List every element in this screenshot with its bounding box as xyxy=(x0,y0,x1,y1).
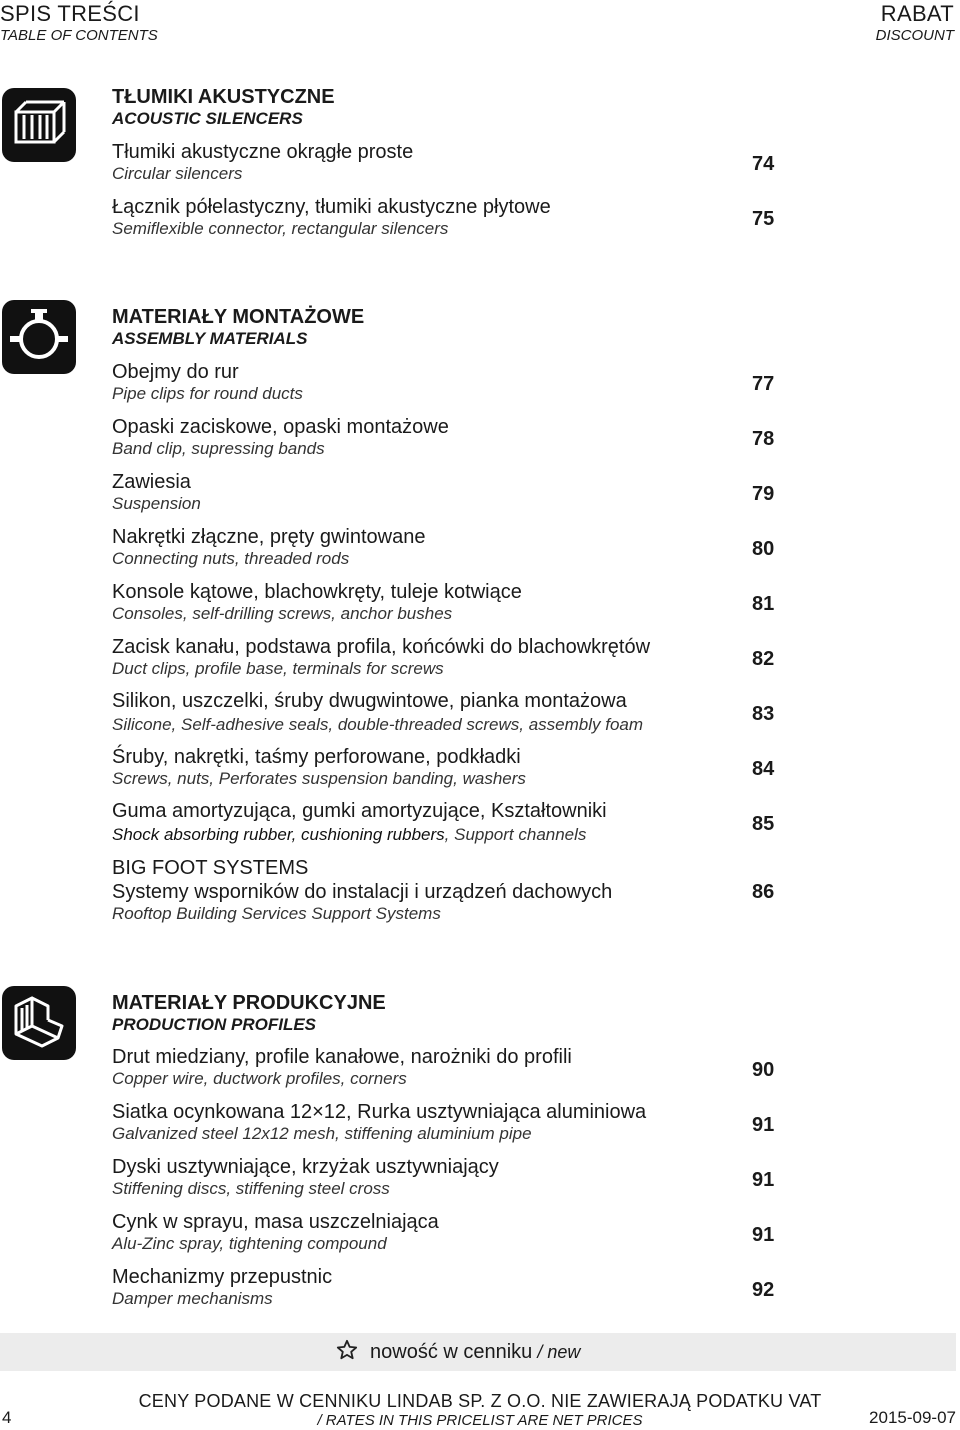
list-item[interactable] xyxy=(112,1046,872,1090)
item-name-pl: Tłumiki akustyczne okrągłe proste xyxy=(112,141,414,163)
footer-vat-note: CENY PODANE W CENNIKU LINDAB SP. Z O.O. NIE ZAWIERAJĄ PODATKU VAT xyxy=(138,1391,822,1411)
list-item[interactable] xyxy=(112,1156,872,1200)
item-name-en: Duct clips, profile base, terminals for screws xyxy=(112,659,444,678)
page-number: 86 xyxy=(752,881,775,903)
list-item[interactable] xyxy=(112,1101,872,1145)
list-item[interactable] xyxy=(112,196,872,240)
page-number: 90 xyxy=(752,1059,775,1081)
page-number: 79 xyxy=(752,483,775,505)
item-name-pl: Guma amortyzująca, gumki amortyzujące, Kształtowniki xyxy=(112,800,607,822)
header-right xyxy=(876,2,954,46)
silencer-icon xyxy=(2,88,76,162)
item-name-pl-line2: Systemy wsporników do instalacji i urządzeń dachowych xyxy=(112,881,613,903)
list-item[interactable] xyxy=(112,636,872,680)
item-name-en: Damper mechanisms xyxy=(112,1289,273,1308)
item-name-en-extra: , Support channels xyxy=(444,825,587,844)
item-name-pl: Konsole kątowe, blachowkręty, tuleje kotwiące xyxy=(112,581,522,603)
item-name-en: Rooftop Building Services Support Systems xyxy=(112,904,441,923)
page-number: 92 xyxy=(752,1279,775,1301)
list-item[interactable] xyxy=(112,800,872,846)
item-name-pl: Drut miedziany, profile kanałowe, narożniki do profili xyxy=(112,1046,572,1068)
toc-title: SPIS TREŚCI xyxy=(0,1,140,26)
section-subtitle: PRODUCTION PROFILES xyxy=(112,1015,317,1034)
star-outline-icon xyxy=(336,1339,358,1361)
item-name-pl: Obejmy do rur xyxy=(112,361,239,383)
legend-text: nowość w cenniku xyxy=(370,1341,533,1363)
item-name-en: Shock absorbing rubber, cushioning rubbers xyxy=(112,825,445,844)
page-number: 83 xyxy=(752,703,775,725)
page-number: 91 xyxy=(752,1224,775,1246)
page-number: 82 xyxy=(752,648,775,670)
item-name-pl: Mechanizmy przepustnic xyxy=(112,1266,333,1288)
item-name-pl: Śruby, nakrętki, taśmy perforowane, podkładki xyxy=(112,746,521,768)
legend-text-en: / new xyxy=(532,1342,581,1362)
footer-note xyxy=(0,1390,960,1430)
item-name-en: Stiffening discs, stiffening steel cross xyxy=(112,1179,390,1198)
item-name-en: Silicone, Self-adhesive seals, double-threaded screws, assembly foam xyxy=(112,715,644,734)
list-item[interactable] xyxy=(112,471,872,515)
item-name-pl: Zawiesia xyxy=(112,471,191,493)
item-name-en: Alu-Zinc spray, tightening compound xyxy=(112,1234,387,1253)
header-left xyxy=(0,2,158,46)
item-name-en: Connecting nuts, threaded rods xyxy=(112,549,350,568)
list-item[interactable] xyxy=(112,361,872,405)
footer-net-prices-note: / RATES IN THIS PRICELIST ARE NET PRICES xyxy=(317,1412,643,1429)
page-number: 81 xyxy=(752,593,775,615)
page-number: 78 xyxy=(752,428,775,450)
item-name-pl: BIG FOOT SYSTEMS xyxy=(112,857,309,879)
list-item[interactable] xyxy=(112,581,872,625)
page-number: 74 xyxy=(752,153,775,175)
item-name-en: Band clip, supressing bands xyxy=(112,439,325,458)
item-name-en: Suspension xyxy=(112,494,201,513)
item-name-en: Galvanized steel 12x12 mesh, stiffening aluminium pipe xyxy=(112,1124,532,1143)
page-number: 85 xyxy=(752,813,775,835)
section-title: TŁUMIKI AKUSTYCZNE xyxy=(112,86,335,108)
footer-date: 2015-09-07 xyxy=(869,1408,956,1427)
list-item[interactable] xyxy=(112,746,872,790)
item-name-pl: Cynk w sprayu, masa uszczelniająca xyxy=(112,1211,439,1233)
item-name-en: Pipe clips for round ducts xyxy=(112,384,303,403)
item-name-pl: Silikon, uszczelki, śruby dwugwintowe, pianka montażowa xyxy=(112,690,627,712)
section-title: MATERIAŁY MONTAŻOWE xyxy=(112,306,365,328)
item-name-en: Semiflexible connector, rectangular silencers xyxy=(112,219,449,238)
new-items-legend xyxy=(0,1333,956,1371)
page-number: 77 xyxy=(752,373,775,395)
item-name-en: Copper wire, ductwork profiles, corners xyxy=(112,1069,407,1088)
list-item[interactable] xyxy=(112,416,872,460)
discount-title: RABAT xyxy=(880,1,954,26)
item-name-pl: Nakrętki złączne, pręty gwintowane xyxy=(112,526,426,548)
page-number: 75 xyxy=(752,208,775,230)
section-subtitle: ACOUSTIC SILENCERS xyxy=(112,109,303,128)
item-name-pl: Dyski usztywniające, krzyżak usztywniający xyxy=(112,1156,499,1178)
page-number: 91 xyxy=(752,1114,775,1136)
item-name-pl: Zacisk kanału, podstawa profila, końcówki do blachowkrętów xyxy=(112,636,651,658)
discount-subtitle: DISCOUNT xyxy=(875,27,954,44)
list-item[interactable] xyxy=(112,1211,872,1255)
item-name-en: Screws, nuts, Perforates suspension banding, washers xyxy=(112,769,526,788)
list-item[interactable] xyxy=(112,1266,872,1310)
item-name-en: Circular silencers xyxy=(112,164,243,183)
item-name-pl: Łącznik półelastyczny, tłumiki akustyczne płytowe xyxy=(112,196,551,218)
profile-corner-icon xyxy=(2,986,76,1060)
section-title: MATERIAŁY PRODUKCYJNE xyxy=(112,992,386,1014)
list-item[interactable] xyxy=(112,141,872,185)
item-name-pl: Opaski zaciskowe, opaski montażowe xyxy=(112,416,449,438)
page-number: 80 xyxy=(752,538,775,560)
list-item[interactable] xyxy=(112,857,872,925)
section-subtitle: ASSEMBLY MATERIALS xyxy=(112,329,308,348)
toc-subtitle: TABLE OF CONTENTS xyxy=(0,27,158,44)
item-name-pl: Siatka ocynkowana 12×12, Rurka usztywniająca aluminiowa xyxy=(112,1101,647,1123)
list-item[interactable] xyxy=(112,690,872,736)
footer-page-number: 4 xyxy=(2,1408,12,1427)
list-item[interactable] xyxy=(112,526,872,570)
page-number: 91 xyxy=(752,1169,775,1191)
pipe-clip-icon xyxy=(2,300,76,374)
page-number: 84 xyxy=(752,758,775,780)
item-name-en: Consoles, self-drilling screws, anchor bushes xyxy=(112,604,453,623)
